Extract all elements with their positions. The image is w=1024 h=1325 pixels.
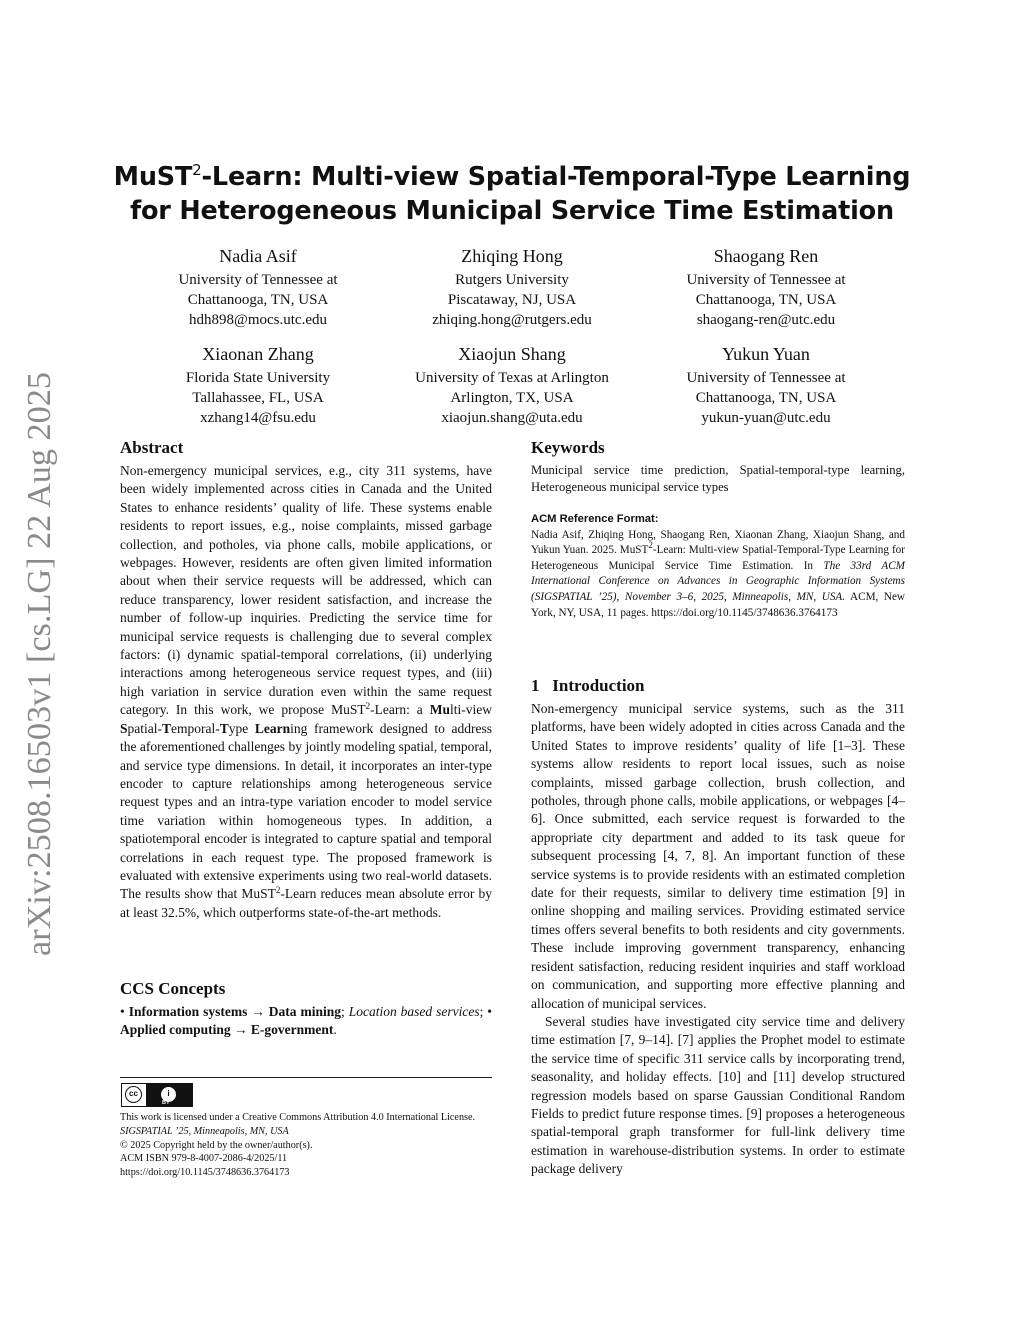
cc-icon: cc xyxy=(125,1086,142,1103)
keywords-body: Municipal service time prediction, Spatial-temporal-type learning, Heterogeneous municipal service types xyxy=(531,463,905,495)
author-name: Nadia Asif xyxy=(219,246,297,266)
author-6: Yukun Yuan University of Tennessee at Chattanooga, TN, USA yukun-yuan@utc.edu xyxy=(636,342,896,428)
intro-heading: 1 Introduction xyxy=(531,676,645,695)
arxiv-stamp xyxy=(14,372,62,956)
keywords-heading: Keywords xyxy=(531,438,605,457)
author-name: Xiaonan Zhang xyxy=(202,344,314,364)
abstract-heading: Abstract xyxy=(120,438,184,457)
author-5: Xiaojun Shang University of Texas at Arlington Arlington, TX, USA xiaojun.shang@uta.edu xyxy=(382,342,642,428)
author-name: Xiaojun Shang xyxy=(458,344,566,364)
ccs-body: • Information systems → Data mining; Location based services; • Applied computing → E-government. xyxy=(120,1004,493,1038)
by-icon: i xyxy=(160,1086,177,1103)
arxiv-stamp-text: arXiv:2508.16503v1 [cs.LG] 22 Aug 2025 xyxy=(21,376,58,956)
ccs-heading: CCS Concepts xyxy=(120,979,226,998)
footnote-rule xyxy=(120,1077,492,1078)
author-name: Zhiqing Hong xyxy=(461,246,563,266)
author-4: Xiaonan Zhang Florida State University Tallahassee, FL, USA xzhang14@fsu.edu xyxy=(128,342,388,428)
author-2: Zhiqing Hong Rutgers University Piscataway, NJ, USA zhiqing.hong@rutgers.edu xyxy=(382,244,642,330)
author-3: Shaogang Ren University of Tennessee at Chattanooga, TN, USA shaogang-ren@utc.edu xyxy=(636,244,896,330)
author-name: Shaogang Ren xyxy=(713,246,819,266)
abstract-body: Non-emergency municipal services, e.g., city 311 systems, have been widely implemented across cities in Canada and the United States to enhance residents’ quality of life. These systems enable residents to report issues, e.g., noise complaints, missed garbage collection, and potholes, via phone calls, mobile applications, or webpages. However, residents are often given limited information about when their service requests will be addressed, which can reduce transparency, lower resident satisfaction, and increase the number of follow-up inquiries. Predicting the service time for municipal service requests is challenging due to several complex factors: (i) dynamic spatial-temporal correlations, (ii) underlying interactions among heterogeneous service request types, and (iii) high variation in service duration even within the same request category. In this work, we propose MuST$^2$-Learn: a Multi-view Spatial-Temporal-Type Learning framework designed to address the aforementioned challenges by jointly modeling spatial, temporal, and service type dimensions. In detail, it incorporates an inter-type encoder to capture relationships among heterogeneous service request types and an intra-type variation encoder to model service time variation within homogeneous types. In addition, a spatiotemporal encoder is integrated to capture spatial and temporal correlations in each request type. The proposed framework is evaluated with extensive experiments using two real-world datasets. The results show that MuST$^2$-Learn reduces mean absolute error by at least 32.5%, which outperforms state-of-the-art methods. xyxy=(120,463,492,920)
cc-by-badge: cc i BY xyxy=(121,1083,193,1107)
author-name: Yukun Yuan xyxy=(722,344,810,364)
doi-link[interactable]: https://doi.org/10.1145/3748636.3764173 xyxy=(120,1167,290,1179)
acm-reference: ACM Reference Format: Nadia Asif, Zhiqing Hong, Shaogang Ren, Xiaonan Zhang, Xiaojun Shang, and Yukun Yuan. 2025. MuST$^2$-Learn: Multi-view Spatial-Temporal-Type Learning for Heterogeneous Municipal Service Time Estimation. In The 33rd ACM International Conference on Advances in Geographic Information Systems (SIGSPATIAL ’25), November 3–6, 2025, Minneapolis, MN, USA. ACM, New York, NY, USA, 11 pages. https://doi.org/10.1145/3748636.3764173 xyxy=(531,513,906,619)
paper-title: MuST$^2$-Learn: Multi-view Spatial-Temporal-Type Learning for Heterogeneous Municipal Service Time Estimation xyxy=(113,161,911,226)
footnote-text: This work is licensed under a Creative Commons Attribution 4.0 International License. SIGSPATIAL ’25, Minneapolis, MN, USA © 2025 Copyright held by the owner/author(s). ACM ISBN 979-8-4007-2086-4/2025/11 https://doi.org/10.1145/3748636.3764173 xyxy=(120,1111,500,1180)
intro-paragraph-1: Non-emergency municipal service systems, such as the 311 platforms, have been widely adopted in cities across Canada and the United States to improve residents’ quality of life [1–3]. These systems allow residents to report local issues, such as noise complaints, missed garbage collection, brush collection, and potholes, through phone calls, mobile applications, or webpages [4–6]. Once submitted, each service request is forwarded to the appropriate city department and added to its task queue for subsequent processing [4, 7, 8]. An important function of these service systems is to provide residents with an estimated completion date for their requests, similar to delivery time estimation [9] in online shopping and mailing services. Providing estimated service times offers several benefits to both residents and city governments. These include improving government transparency, enhancing resident satisfaction, reducing resident inquiries and staff workload on communication, and supporting more effective planning and allocation of municipal services. xyxy=(531,701,905,1011)
intro-body xyxy=(531,700,905,1179)
author-1: Nadia Asif University of Tennessee at Chattanooga, TN, USA hdh898@mocs.utc.edu xyxy=(128,244,388,330)
intro-paragraph-2: Several studies have investigated city service time and delivery time estimation [7, 9–14]. [7] applies the Prophet model to estimate the service time of specific 311 service calls by incorporating trend, seasonality, and holiday effects. [10] and [11] develop structured regression models based on sparse Gaussian Conditional Random Fields to predict future response times. [9] proposes a heterogeneous spatial-temporal graph transformer for full-link delivery time estimation in warehouse-distribution systems. In order to estimate package delivery xyxy=(531,1013,905,1177)
